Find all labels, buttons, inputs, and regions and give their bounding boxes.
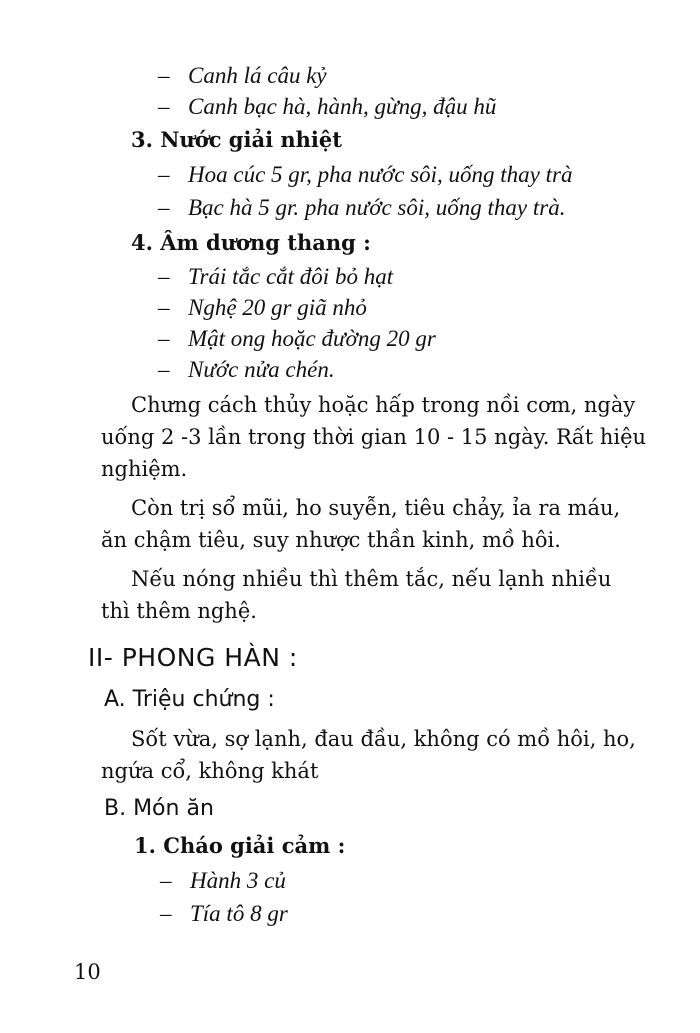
dash-bullet: – — [158, 326, 170, 351]
dash-bullet: – — [158, 195, 170, 220]
dash-bullet: – — [158, 264, 170, 289]
list-item: – Hành 3 củ — [160, 868, 286, 893]
list-item: – Canh lá câu kỷ — [158, 63, 327, 88]
list-item: – Canh bạc hà, hành, gừng, đậu hũ — [158, 94, 497, 119]
list-item: – Bạc hà 5 gr. pha nước sôi, uống thay trà. — [158, 195, 566, 220]
list-item: – Trái tắc cắt đôi bỏ hạt — [158, 264, 394, 289]
paragraph-line: Sốt vừa, sợ lạnh, đau đầu, không có mồ hôi, ho, — [131, 727, 636, 751]
subsection-heading: A. Triệu chứng : — [104, 687, 275, 712]
dash-bullet: – — [158, 295, 170, 320]
list-item: – Hoa cúc 5 gr, pha nước sôi, uống thay trà — [158, 162, 573, 187]
list-item: – Nghệ 20 gr giã nhỏ — [158, 295, 367, 320]
paragraph-line: ngứa cổ, không khát — [101, 759, 319, 783]
page-number: 10 — [74, 960, 101, 984]
list-item: – Tía tô 8 gr — [160, 901, 288, 926]
dash-bullet: – — [158, 94, 170, 119]
paragraph-line: Chưng cách thủy hoặc hấp trong nồi cơm, ngày — [131, 393, 636, 417]
subsection-heading: B. Món ăn — [104, 796, 214, 821]
dash-bullet: – — [158, 63, 170, 88]
dash-bullet: – — [160, 868, 172, 893]
chapter-title: II- PHONG HÀN : — [88, 643, 298, 672]
paragraph-line: ăn chậm tiêu, suy nhược thần kinh, mồ hôi. — [101, 528, 561, 552]
list-item: – Mật ong hoặc đường 20 gr — [158, 326, 436, 351]
paragraph-line: thì thêm nghệ. — [101, 599, 257, 623]
paragraph-line: uống 2 -3 lần trong thời gian 10 - 15 ngày. Rất hiệu — [101, 425, 647, 449]
paragraph-line: nghiệm. — [101, 457, 188, 481]
section-heading: 3. Nước giải nhiệt — [131, 127, 342, 152]
list-item: – Nước nửa chén. — [158, 357, 335, 382]
dash-bullet: – — [160, 901, 172, 926]
dash-bullet: – — [158, 162, 170, 187]
dash-bullet: – — [158, 357, 170, 382]
section-heading: 1. Cháo giải cảm : — [134, 833, 346, 858]
paragraph-line: Còn trị sổ mũi, ho suyễn, tiêu chảy, ỉa ra máu, — [131, 496, 621, 520]
paragraph-line: Nếu nóng nhiều thì thêm tắc, nếu lạnh nhiều — [131, 567, 612, 591]
section-heading: 4. Âm dương thang : — [131, 230, 371, 255]
